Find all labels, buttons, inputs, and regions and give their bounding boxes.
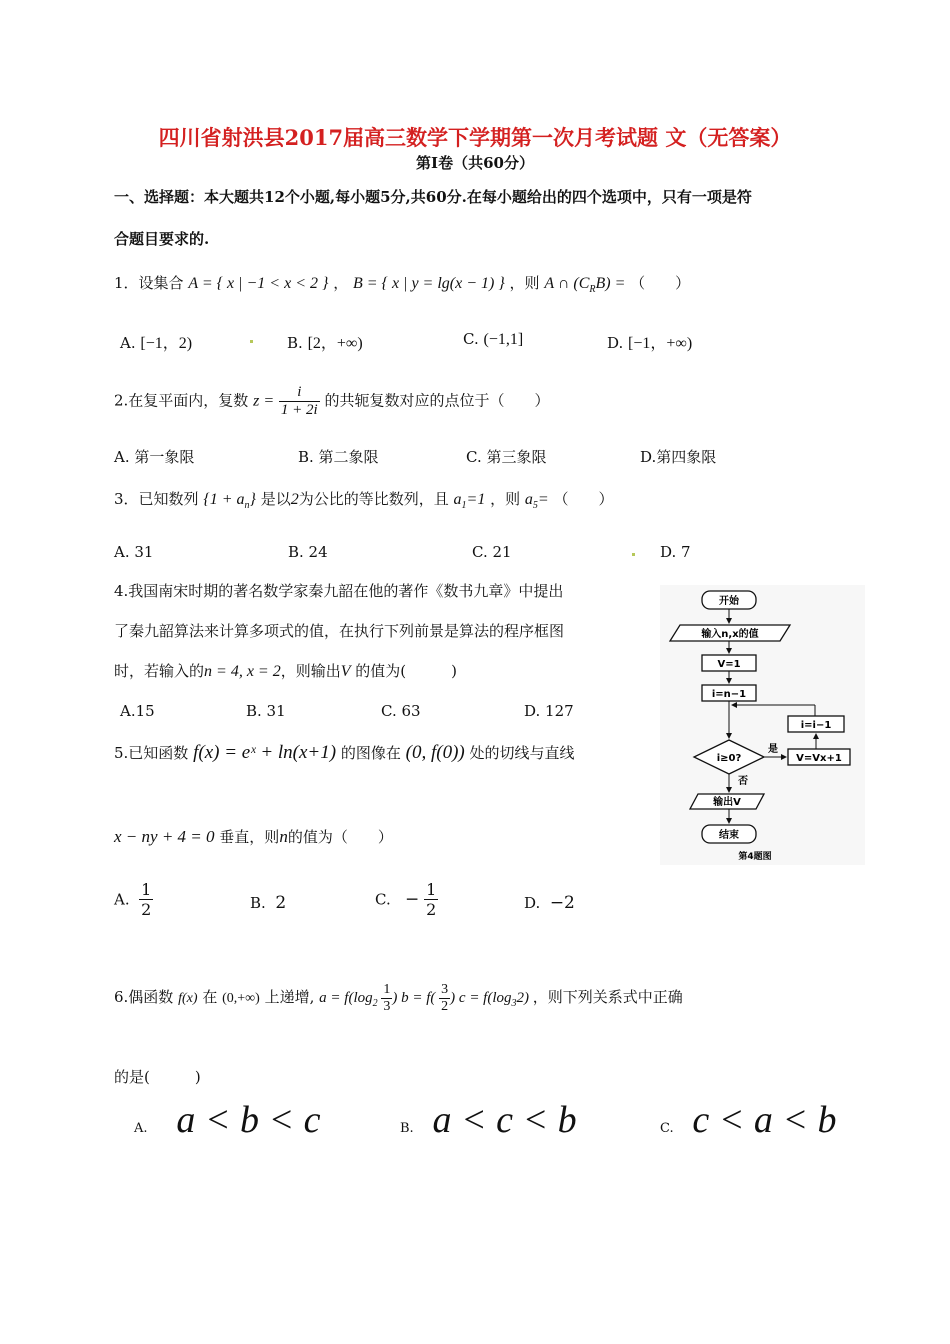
q6-b-definition: b = f( $\frac{3}{2}$ ) — [401, 982, 456, 1014]
question-2: 2.在复平面内，复数 z = $\frac{i}{1 + 2i}$ 的共轭复数对应的点位于（ ） — [114, 384, 550, 418]
flow-update-i-label: i=i−1 — [800, 720, 832, 731]
q2-option-a: A. 第一象限 — [114, 448, 195, 466]
q4-line3: 时，若输入的n = 4, x = 2，则输出V 的值为( ) — [114, 662, 457, 680]
q5-option-a: A. $\frac{1}{2}$ — [114, 880, 152, 919]
q5-function: f(x) = eˣ + ln(x+1) — [193, 742, 337, 763]
question-1 — [114, 272, 690, 295]
q2-z: z = — [253, 392, 275, 410]
question-6: 6.偶函数 f(x) 在 (0,+∞) 上递增, $a = f(\log_2$ $\frac{1}{3}$ ) b = f( $\frac{3}{2}$ ) $c = f(\log_32)$ ，则下列关系式中正确 — [114, 982, 683, 1014]
q1-sep: ， — [333, 274, 349, 292]
flow-condition-label: i≥0? — [716, 753, 742, 764]
q1-paren: （ ） — [630, 274, 691, 292]
q4-line1: 4.我国南宋时期的著名数学家秦九韶在他的著作《数书九章》中提出 — [114, 582, 564, 600]
q5-option-c: C. − $\frac{1}{2}$ — [375, 880, 437, 919]
q1-option-c: C. (−1,1] — [463, 330, 524, 348]
page-title: 四川省射洪县2017届高三数学下学期第一次月考试题 文（无答案） — [158, 125, 792, 150]
q6-option-c: C. c < a < b — [660, 1099, 837, 1141]
flow-end-label: 结束 — [719, 830, 739, 841]
flow-init-i-label: i=n−1 — [711, 689, 747, 700]
q1-set-a: A = { x | −1 < x < 2 } — [188, 275, 329, 292]
q5-line2: x − ny + 4 = 0 垂直，则n的值为（ ） — [114, 827, 393, 846]
q1-option-b: B. [2，+∞) — [287, 334, 363, 352]
flow-caption: 第4题图 — [738, 852, 772, 862]
scan-dot — [250, 340, 253, 343]
q2-fraction: $\frac{i}{1 + 2i}$ — [280, 384, 318, 418]
q1-set-b: B = { x | y = lg(x − 1) } — [352, 275, 505, 292]
flow-input-label: 输入n,x的值 — [701, 629, 759, 640]
q5-point: (0, f(0)) — [405, 742, 465, 763]
q6-option-a: A. a < b < c — [134, 1099, 321, 1141]
q6-a-definition: $a = f(\log_2$ $\frac{1}{3}$ ) — [319, 982, 398, 1014]
q2-option-c: C. 第三象限 — [466, 448, 547, 466]
q5-line-equation: x − ny + 4 = 0 — [114, 827, 215, 846]
q4-option-c: C. 63 — [381, 702, 421, 720]
scan-dot — [632, 553, 635, 556]
flow-output-label: 输出V — [713, 797, 741, 808]
q3-option-a: A. 31 — [114, 543, 154, 561]
flow-update-v-label: V=Vx+1 — [796, 753, 842, 764]
q3-sequence: $\{1 + a_n\}$ — [203, 491, 256, 512]
page-subtitle: 第Ⅰ卷（共60分） — [416, 154, 534, 172]
q1-prefix: 1．设集合 — [114, 274, 184, 292]
section-heading-line2: 合题目要求的. — [114, 230, 210, 248]
q1-option-a: A. [−1，2) — [120, 334, 193, 352]
q6-c-definition: $c = f(\log_32)$ — [458, 989, 530, 1009]
q2-option-b: B. 第二象限 — [298, 448, 379, 466]
q5-option-b: B. 2 — [250, 893, 287, 913]
q5-option-d: D. −2 — [524, 893, 575, 913]
q4-option-a: A.15 — [120, 702, 155, 720]
q4-option-d: D. 127 — [524, 702, 574, 720]
q2-option-d: D.第四象限 — [640, 448, 717, 466]
q6-line2: 的是( ) — [114, 1068, 201, 1086]
q3-option-b: B. 24 — [288, 543, 328, 561]
flow-yes-label: 是 — [768, 744, 778, 755]
section-heading-line1: 一、选择题：本大题共12个小题,每小题5分,共60分.在每小题给出的四个选项中，只有一项是符 — [114, 188, 752, 206]
q1-option-d: D. [−1，+∞) — [607, 334, 693, 352]
flowchart-figure — [660, 585, 865, 865]
flow-no-label: 否 — [738, 776, 748, 787]
q3-option-d: D. 7 — [660, 543, 691, 561]
flow-start-label: 开始 — [719, 596, 739, 607]
question-5: 5.已知函数 f(x) = eˣ + ln(x+1) 的图像在 (0, f(0)) 处的切线与直线 — [114, 742, 575, 763]
q4-line2: 了秦九韶算法来计算多项式的值，在执行下列前景是算法的程序框图 — [114, 622, 565, 640]
flow-init-v-label: V=1 — [717, 659, 741, 670]
q6-option-b: B. a < c < b — [400, 1099, 577, 1141]
q4-option-b: B. 31 — [246, 702, 286, 720]
question-3: 3．已知数列 $\{1 + a_n\}$ 是以2为公比的等比数列，且 $a_1=1$ ，则 $a_5=$ （ ） — [114, 490, 614, 512]
q3-option-c: C. 21 — [472, 543, 512, 561]
q1-mid: ，则 — [509, 274, 540, 292]
q1-expr: A ∩ $(C_RB)$ = — [544, 275, 626, 296]
